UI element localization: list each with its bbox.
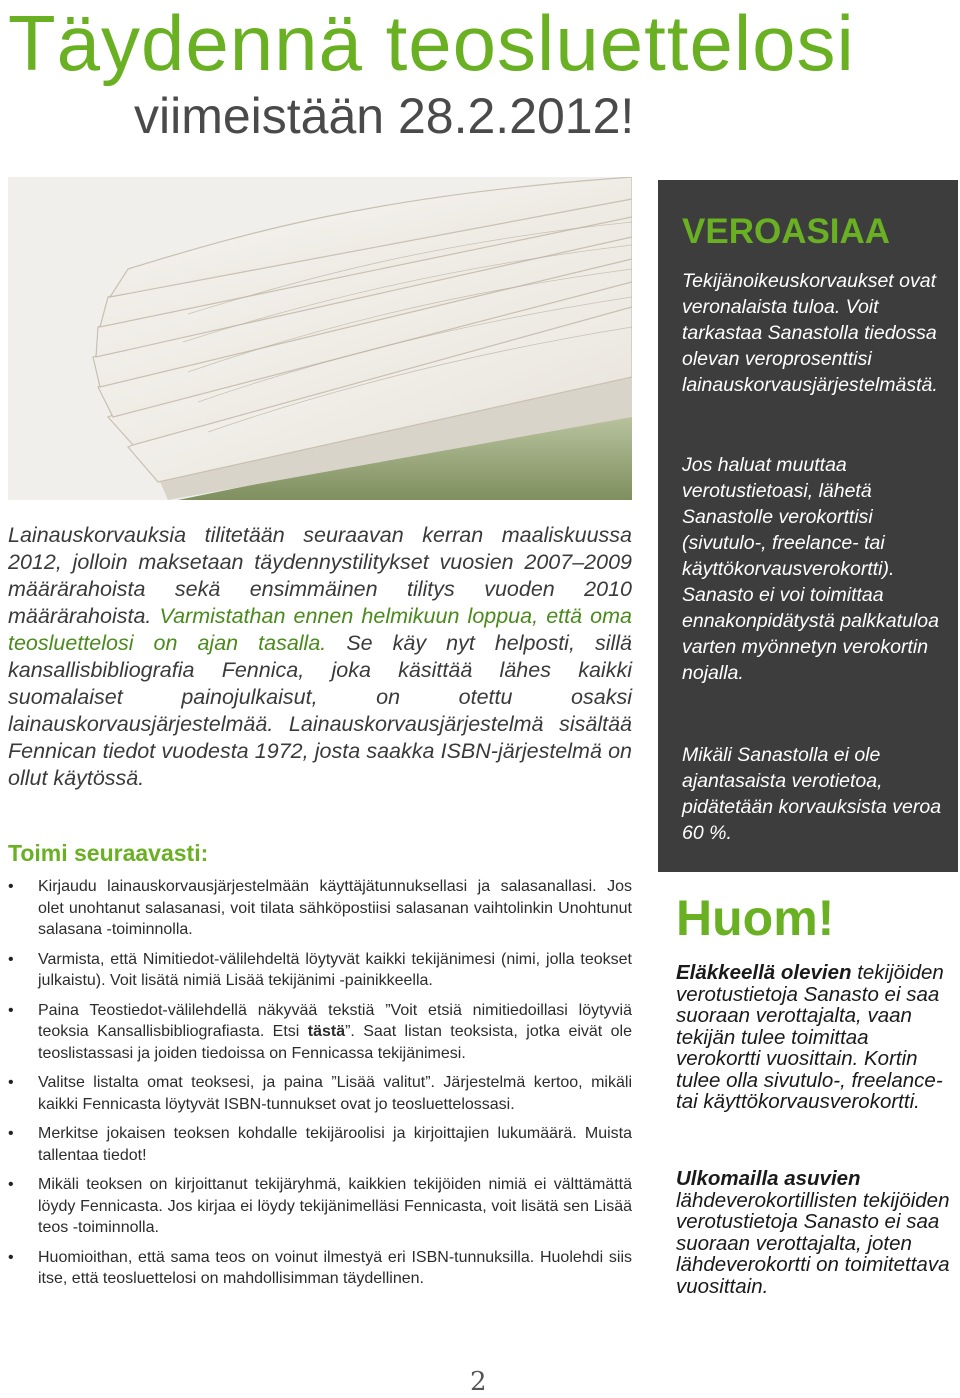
note-retired-title: Eläkkeellä olevien [676, 961, 852, 984]
sidebar-paragraph-1: Tekijänoikeuskorvaukset ovat veronalaista tuloa. Voit tarkastaa Sanastolla tiedossa olevan veroprosenttisi lainauskorvausjärjestelmästä. [682, 270, 938, 396]
page-title [8, 0, 855, 86]
list-item [8, 1072, 632, 1115]
note-abroad [676, 1168, 952, 1297]
list-item [8, 1123, 632, 1166]
intro-text-highlight: Varmistathan ennen helmikuun loppua, että oma teosluettelosi on ajan tasalla. [8, 604, 632, 655]
note-retired [676, 962, 952, 1113]
steps-list [8, 876, 632, 1298]
list-item [8, 1247, 632, 1290]
sidebar-heading: VEROASIAA [682, 212, 891, 251]
step-text: Kirjaudu lainauskorvausjärjestelmään käyttäjätunnuksellasi ja salasanallasi. Jos olet unohtanut salasanasi, voit tilata sähköpostiisi salasanan vaihtolinkin Unohtunut salasana -toiminnolla. [38, 878, 632, 938]
note-retired-text: tekijöiden verotustietoja Sanasto ei saa suoraan verottajalta, vaan tekijän tulee toimittaa verokortti vuosittain. Kortin tulee olla sivutulo-, freelance- tai käyttökorvausverokortti. [676, 961, 944, 1113]
intro-text-1: Lainauskorvauksia tilitetään seuraavan kerran maaliskuussa 2012, jolloin maksetaan täydennystilitykset vuosien 2007–2009 määrärahoista sekä ensimmäinen tilitys vuoden 2010 määrärahoista. [8, 523, 632, 628]
step-text: Varmista, että Nimitiedot-välilehdeltä löytyvät kaikki tekijänimesi (nimi, jolla teokset julkaistu). Voit lisätä nimiä Lisää tekijänimi -painikkeella. [38, 950, 632, 989]
huom-heading: Huom! [676, 890, 835, 946]
intro-paragraph [8, 522, 632, 792]
book-pages-photo [8, 177, 632, 500]
step-text: Valitse listalta omat teoksesi, ja paina ”Lisää valitut”. Järjestelmä kertoo, mikäli kaikki Fennicasta löytyvät ISBN-tunnukset ovat jo teosluettelossasi. [38, 1074, 632, 1113]
step-text: ”. Saat listan teoksista, jotka eivät ole teoslistassasi ja joiden tiedoissa on Fennicassa tekijänimesi. [38, 1023, 632, 1062]
sidebar-paragraph-3: Mikäli Sanastolla ei ole ajantasaista verotietoa, pidätetään korvauksista veroa 60 %. [682, 744, 942, 844]
tax-info-sidebar [658, 180, 958, 872]
step-text: Paina Teostiedot-välilehdellä näkyvää tekstiä ”Voit etsiä nimitiedoillasi löytyviä teoksia Kansallisbibliografiasta. Etsi [38, 1001, 632, 1040]
step-text: Merkitse jokaisen teoksen kohdalle tekijäroolisi ja kirjoittajien lukumäärä. Muista tallentaa tiedot! [38, 1125, 632, 1164]
sidebar-paragraph-2: Jos haluat muuttaa verotustietoasi, lähetä Sanastolle verokorttisi (sivutulo-, freelance- tai käyttökorvausverokortti). Sanasto ei voi toimittaa ennakonpidätystä palkkatuloa varten myönnetyn verokortin nojalla. [682, 454, 939, 684]
list-item [8, 876, 632, 941]
page-number: 2 [470, 1367, 487, 1397]
list-item [8, 1174, 632, 1239]
step-text: Huomioithan, että sama teos on voinut ilmestyä eri ISBN-tunnuksilla. Huolehdi siis itse, että teosluettelosi on mahdollisimman täydellinen. [38, 1248, 632, 1287]
note-abroad-text: lähdeverokortillisten tekijöiden verotustietoja Sanasto ei saa suoraan verottajalta, joten lähdeverokortti on toimitettava vuosittain. [676, 1188, 950, 1298]
page-subtitle: viimeistään 28.2.2012! [134, 88, 635, 144]
search-link[interactable]: tästä [307, 1023, 346, 1040]
title-text: Täydennä teosluettelosi [8, 0, 855, 87]
note-abroad-title: Ulkomailla asuvien [676, 1167, 861, 1190]
list-item [8, 949, 632, 992]
intro-text-2: Se käy nyt helposti, sillä kansallisbibliografia Fennica, joka käsittää lähes kaikki suomalaiset painojulkaisut, on otettu osaksi lainauskorvausjärjestelmää. Lainauskorvausjärjestelmä sisältää Fennican tiedot vuodesta 1972, josta saakka ISBN-järjestelmä on ollut käytössä. [8, 631, 632, 790]
step-text: Mikäli teoksen on kirjoittanut tekijäryhmä, kaikkien tekijöiden nimiä ei välttämättä löydy Fennicasta. Jos kirjaa ei löydy tekijänimelläsi Fennicasta, voit lisätä sen Lisää teos -toiminnolla. [38, 1176, 632, 1236]
steps-heading: Toimi seuraavasti: [8, 840, 209, 866]
list-item [8, 1000, 632, 1065]
